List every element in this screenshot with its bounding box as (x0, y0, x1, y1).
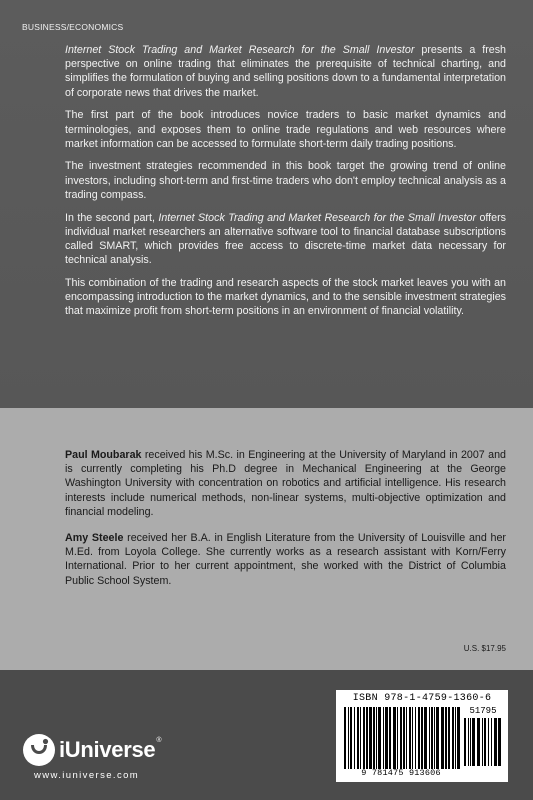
description-paragraph-3: The investment strategies recommended in this book target the growing trend of online investors, including short-term and first-time traders who don't employ technical analysis as a trading compass. (65, 160, 506, 201)
barcode-bars-icon (344, 707, 462, 769)
ean-number: 9 781475 913606 (361, 768, 441, 778)
description-paragraph-4: In the second part, Internet Stock Trading and Market Research for the Small Investor offers individual market researchers an alternative software tool to financial database subscriptions called SMART, which provides free access to discrete-time market data necessary for technical analysis. (65, 211, 507, 267)
author-bio: Paul Moubarak received his M.Sc. in Engineering at the University of Maryland in 2007 and is currently completing his Ph.D degree in Mechanical Engineering at the George Washington University with concentration on robotics and artificial intelligence. His research interests include numerical methods, non-linear systems, multi-objective optimization and financial modeling. (65, 449, 506, 518)
description-paragraph-1: Internet Stock Trading and Market Research for the Small Investor presents a fresh perspective on online trading that eliminates the prerequisite of technical charting, and simplifies the formulation of buying and selling positions down to a fundamental interpretation of corporate news that drives the market. (65, 44, 506, 99)
barcode-addon-number: 51795 (469, 706, 497, 716)
book-description (65, 43, 506, 327)
trademark-symbol: ® (156, 737, 162, 744)
price-label: U.S. $17.95 (463, 644, 506, 653)
description-paragraph-2: The first part of the book introduces novice traders to basic market dynamics and terminologies, and exposes them to online trade regulations and web resources where market information can be accessed to formulate short-term daily trading positions. (65, 109, 506, 150)
isbn-barcode (336, 690, 508, 782)
category-label: BUSINESS/ECONOMICS (22, 22, 124, 32)
addon-barcode-bars-icon (464, 718, 502, 766)
isbn-number: ISBN 978-1-4759-1360-6 (352, 693, 492, 704)
book-title-italic: Internet Stock Trading and Market Research for the Small Investor (65, 44, 415, 56)
publisher-website: www.iuniverse.com (34, 770, 140, 781)
author-name: Amy Steele (65, 532, 124, 545)
author-name: Paul Moubarak (65, 449, 142, 461)
publisher-logo (22, 733, 162, 767)
author-bio: Amy Steele received her B.A. in English Literature from the University of Louisville and her M.Ed. from Loyola College. She currently works as a research assistant with Korn/Ferry International. Prior to her current appointment, she worked with the District of Columbia Public School System. (65, 532, 506, 587)
iuniverse-swoosh-icon (22, 733, 56, 767)
description-paragraph-5: This combination of the trading and research aspects of the stock market leaves you with an encompassing introduction to the market dynamics, and to the sensible investment strategies that maximize profit from short-term positions in an environment of financial volatility. (65, 276, 506, 318)
publisher-name: iUniverse (59, 737, 156, 762)
book-title-italic: Internet Stock Trading and Market Research for the Small Investor (158, 211, 477, 224)
author-bios (65, 448, 506, 600)
